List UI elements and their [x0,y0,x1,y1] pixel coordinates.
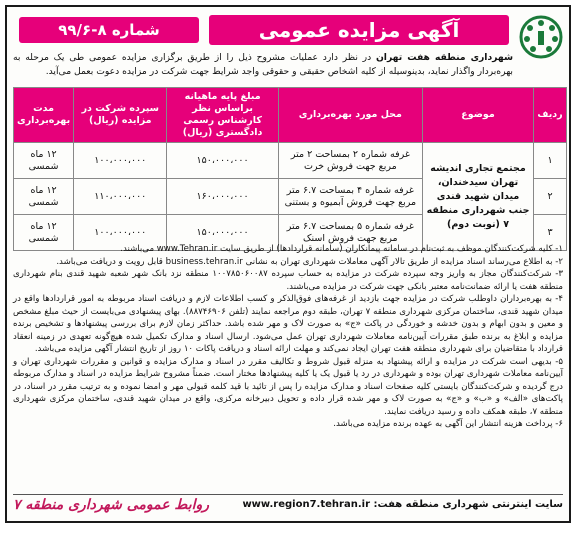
location-cell: غرفه شماره ۲ بمساحت ۲ متر مربع جهت فروش خرت [278,143,422,179]
note-item: ۳- شرکت‌کنندگان مجاز به واریز وجه سپرده شرکت در مزایده به حساب سپرده ۱۰۰۷۸۵۰۶۰۰۸۷ منطقه نزد بانک شهر شعبه شهید قندی بنام شهرداری منطقه هفت یا ارائه ضمانت‌نامه معتبر بانکی جهت شرکت در مزایده می‌باشند. [13,269,563,292]
intro-paragraph [13,51,513,79]
base-price-cell: ۱۶۰،۰۰۰،۰۰۰ [167,179,278,215]
location-cell: غرفه شماره ۴ بمساحت ۶.۷ متر مربع جهت فروش آبمیوه و بستنی [278,179,422,215]
notice-number: شماره ۸-۹۹/۶ [19,17,199,43]
notes [13,243,563,431]
col-duration: مدت بهره‌برداری [14,88,74,143]
deposit-cell: ۱۰۰،۰۰۰،۰۰۰ [74,215,167,251]
website-label: سایت اینترنتی شهرداری منطقه هفت: [373,499,563,510]
col-row: ردیف [534,88,567,143]
tehran-municipality-logo-icon [519,15,563,59]
header [11,11,565,49]
deposit-cell: ۱۱۰،۰۰۰،۰۰۰ [74,179,167,215]
table-row [14,143,567,179]
col-deposit: سپرده شرکت در مزایده (ریال) [74,88,167,143]
website-url[interactable]: www.region7.tehran.ir [242,499,370,510]
note-item: ۶- پرداخت هزینه انتشار این آگهی به عهده برنده مزایده می‌باشد. [333,419,563,429]
note-item: ۱- کلیه شرکت‌کنندگان موظف به ثبت‌نام در سامانه پیمانکاران (سامانه قراردادها) از طریق سایت www.Tehran.ir می‌باشند. [120,244,563,254]
duration-cell: ۱۲ ماه شمسی [14,215,74,251]
note-item: ۴- به بهره‌برداران داوطلب شرکت در مزایده جهت بازدید از غرفه‌های فوق‌الذکر و کسب اطلاعات لازم و دریافت اسناد مربوطه به امور قراردادها واقع در میدان شهید قندی، ساختمان مرکزی شهرداری منطقه ۷ تهران، طبقه دوم مراجعه نمایند (تلفن ۸۸۷۴۶۹۰۶). بهای پیشنهادی می‌بایست از حیث مبلغ مشخص و معین و بدون ابهام و بدون خدشه و خوردگی در پاکت «ج» به صورت لاک و مهر شده باشد. حداکثر زمان لازم برای بررسی پیشنهادها و تشخیص برنده مزایده و ابلاغ به برنده طبق مقررات آیین‌نامه معاملات شهرداری تهران عمل می‌شود. ارسال اسناد و مدارک تکمیل شده هیچ‌گونه تعهدی در زمینه انعقاد قرارداد با متقاضیان برای شهرداری منطقه هفت تهران ایجاد نمی‌کند و مهلت ارائه اسناد و دریافت پاکات ۱۰ روز از تاریخ انتشار آگهی مزایده می‌باشد. [13,294,563,354]
duration-cell: ۱۲ ماه شمسی [14,179,74,215]
subject-cell: مجتمع تجاری اندیشه تهران سیدخندان، میدان شهید قندی جنب شهرداری منطقه ۷ (نوبت دوم) [422,143,533,251]
base-price-cell: ۱۵۰،۰۰۰،۰۰۰ [167,215,278,251]
public-relations-signature: روابط عمومی شهرداری منطقه ۷ [13,497,210,513]
footer [13,494,563,517]
base-price-cell: ۱۵۰،۰۰۰،۰۰۰ [167,143,278,179]
org-name: شهرداری منطقه هفت تهران [375,52,513,63]
col-base-price: مبلغ پایه ماهیانه براساس نظر کارشناس رسمی دادگستری (ریال) [167,88,278,143]
row-number: ۳ [534,215,567,251]
intro-text: در نظر دارد عملیات مشروح ذیل را از طریق برگزاری مزایده عمومی طی یک مرحله به بهره‌بردار واگذار نماید، بدینوسیله از کلیه اشخاص حقیقی و حقوقی واجد شرایط جهت شرکت در مزایده دعوت بعمل می‌آید. [13,52,513,77]
col-subject: موضوع [422,88,533,143]
location-cell: غرفه شماره ۵ بمساحت ۶.۷ متر مربع جهت فروش اسنک [278,215,422,251]
website-line [242,499,563,510]
notice-title: آگهی مزایده عمومی [209,15,509,45]
deposit-cell: ۱۰۰،۰۰۰،۰۰۰ [74,143,167,179]
auction-table [13,87,567,251]
duration-cell: ۱۲ ماه شمسی [14,143,74,179]
row-number: ۱ [534,143,567,179]
auction-notice [5,5,571,523]
row-number: ۲ [534,179,567,215]
col-location: محل مورد بهره‌برداری [278,88,422,143]
note-item: ۵- بدیهی است شرکت در مزایده و ارائه پیشنهاد به منزله قبول شروط و تکالیف مقرر در اسناد و مدارک مزایده و قوانین و مقررات شهرداری تهران و آیین‌نامه معاملات شهرداری تهران بوده و شهرداری در رد یا قبول یک یا کلیه پیشنهادها مختار است. ضمناً مشروح شرایط مزایده در اسناد و مدارک مربوطه درج گردیده و شرکت‌کنندگان بایستی کلیه صفحات اسناد و مدارک مزایده را پس از تائید با قید کلمه قبولی مهر و امضا نموده و به ترتیب مقرر در اسناد، در پاکت‌های «الف» و «ب» و «ج» به صورت لاک و مهر شده قرار داده و تحویل دبیرخانه مرکزی، واقع در میدان شهید قندی، ساختمان مرکزی شهرداری منطقه ۷، طبقه همکف داده و رسید دریافت نمایند. [13,356,563,417]
note-item: ۲- به اطلاع می‌رساند اسناد مزایده از طریق تالار آگهی معاملات شهرداری تهران به نشانی business.tehran.ir قابل رویت و دریافت می‌باشد. [56,256,563,267]
